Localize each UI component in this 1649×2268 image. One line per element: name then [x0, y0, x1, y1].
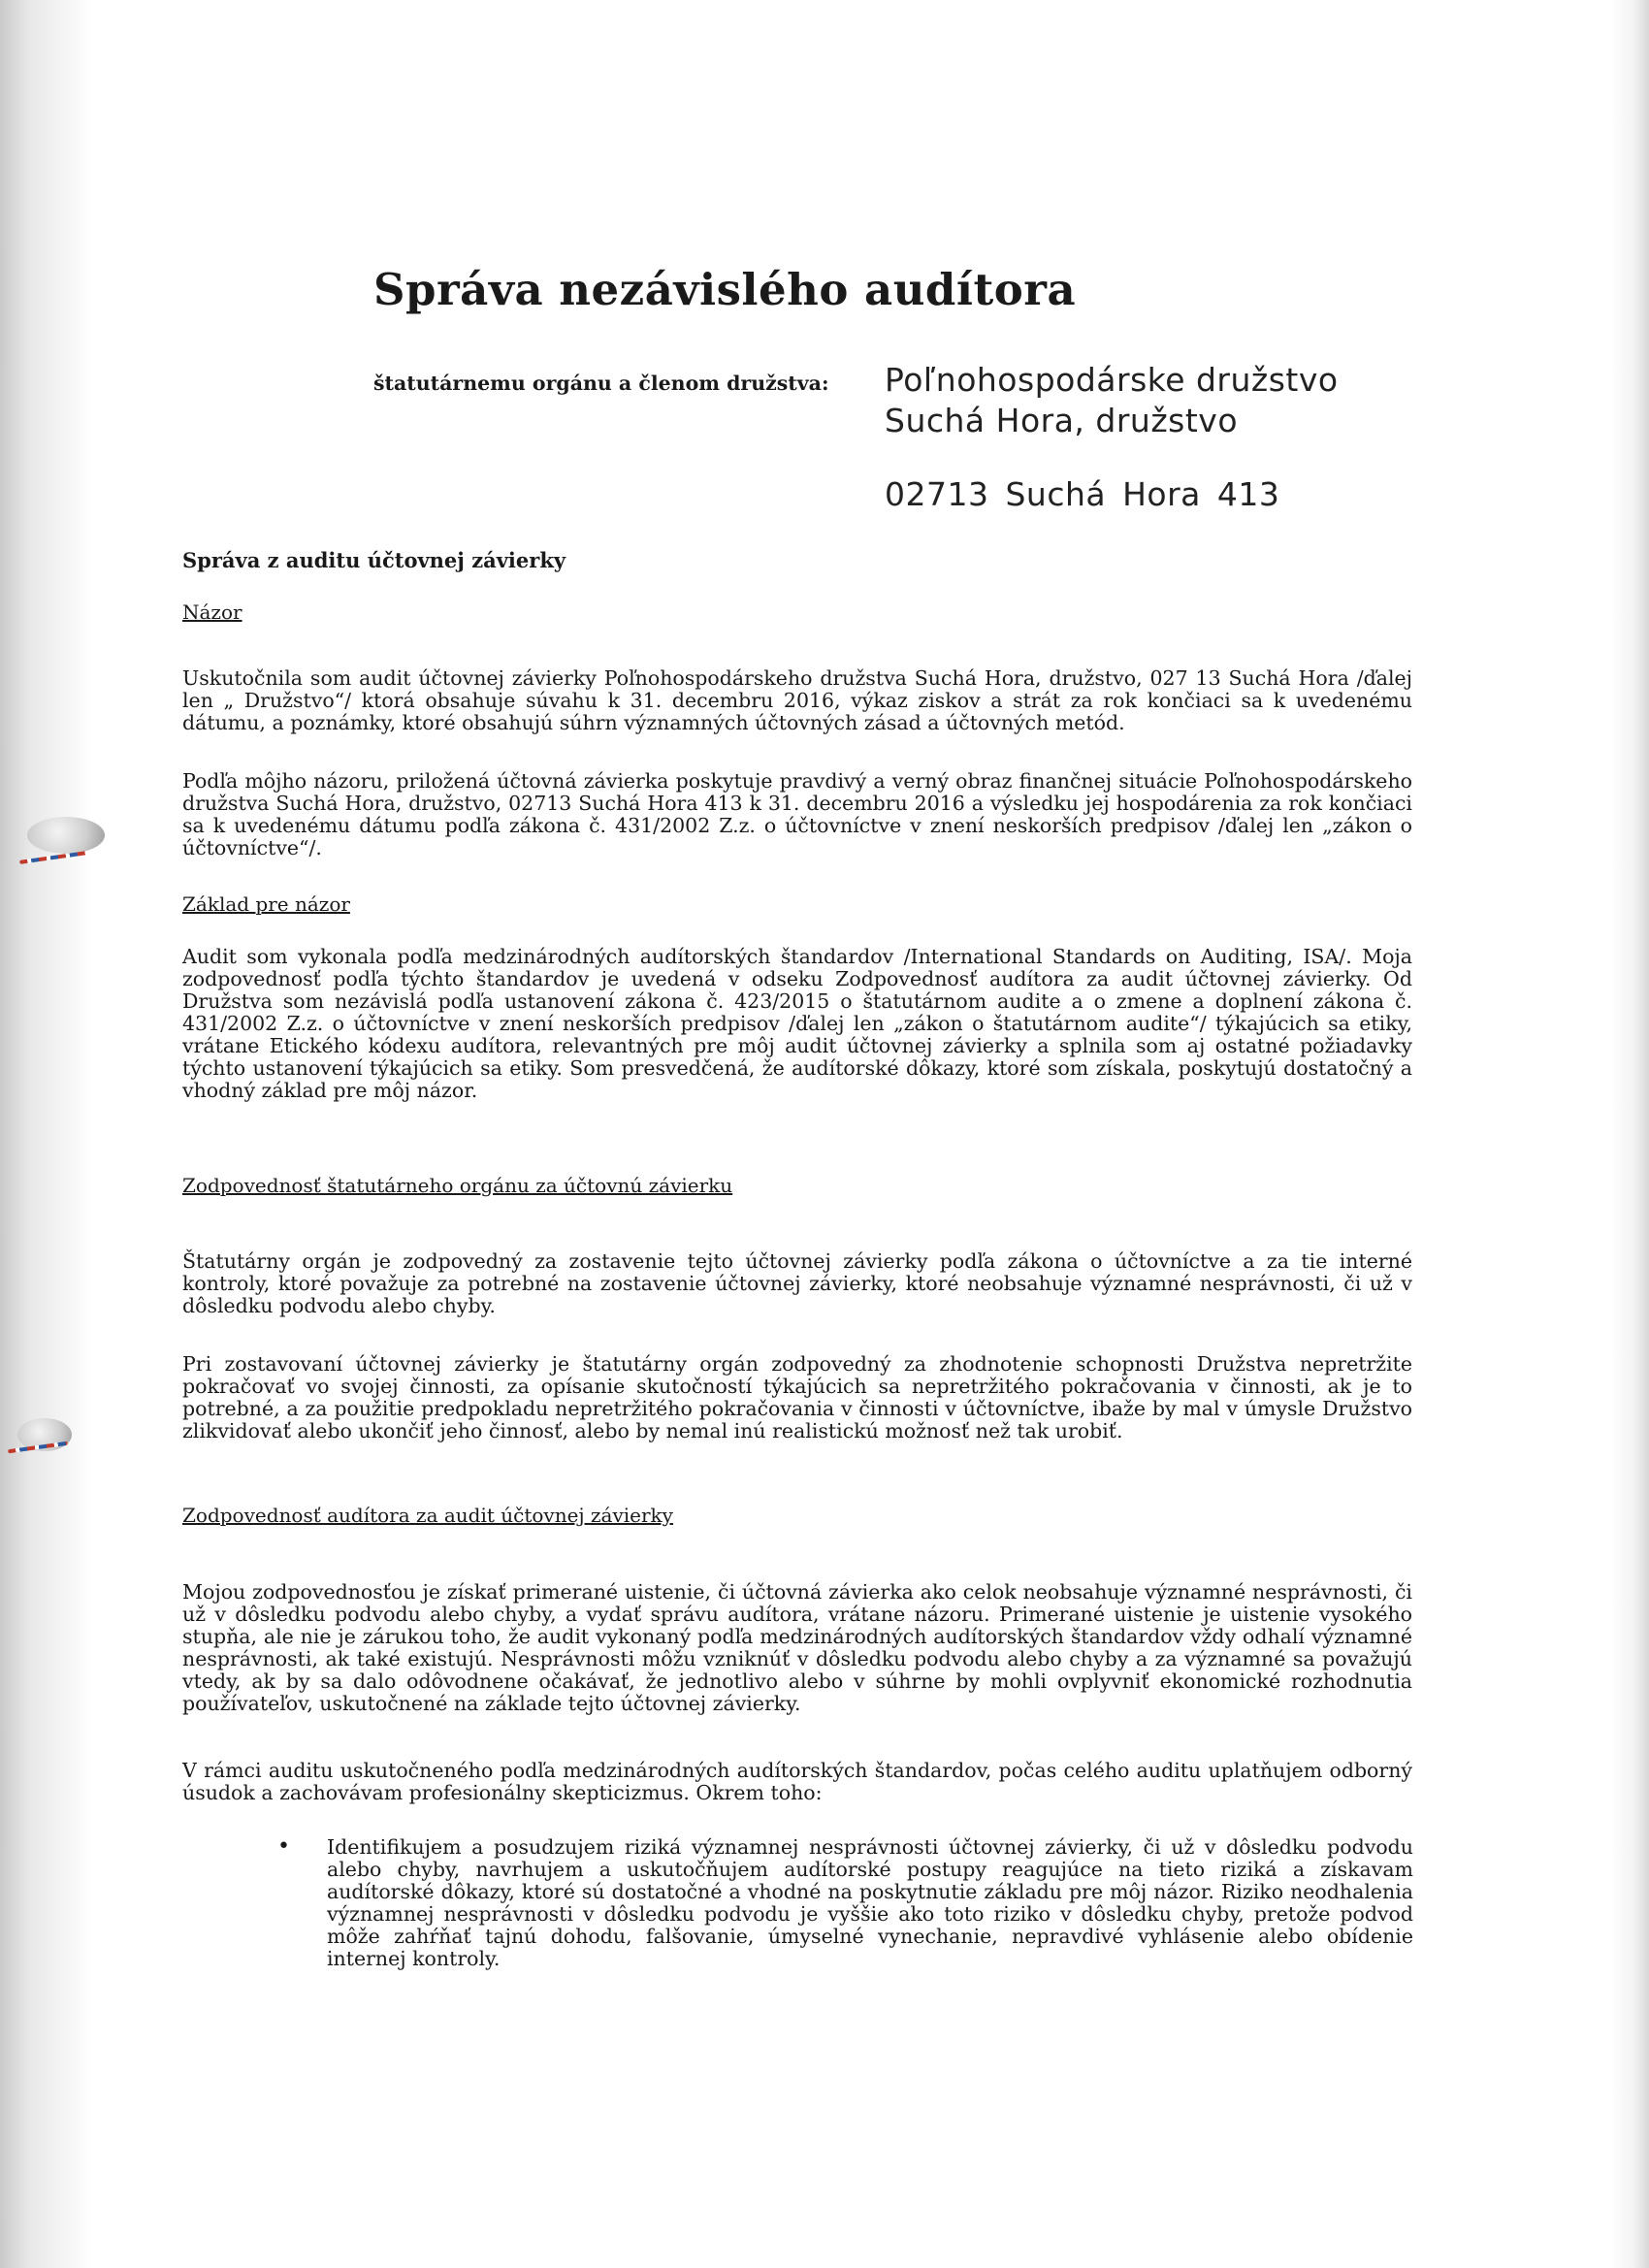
addressee-block [885, 360, 1339, 515]
addressee-label: štatutárnemu orgánu a členom družstva: [373, 372, 829, 395]
heading-basis-for-opinion: Základ pre názor [182, 892, 350, 916]
paragraph-opinion-2: Podľa môjho názoru, priložená účtovná závierka poskytuje pravdivý a verný obraz finančnej situácie Poľnohospodárskeho družstva Suchá Hora, družstvo, 02713 Suchá Hora 413 k 31. decembru 2016 a výsledku jej hospodárenia za rok končiaci sa k uvedenému dátumu podľa zákona č. 431/2002 Z.z. o účtovníctve v znení neskorších predpisov /ďalej len „zákon o účtovníctve“/. [182, 769, 1412, 859]
addressee-name-line2: Suchá Hora, družstvo [885, 402, 1239, 439]
section-title: Správa z auditu účtovnej závierky [182, 548, 566, 572]
paragraph-statutory-2: Pri zostavovaní účtovnej závierky je štatutárny orgán zodpovedný za zhodnotenie schopnosti Družstva nepretržite pokračovať vo svojej činnosti, za opísanie skutočností týkajúcich sa nepretržitého pokračovania v činnosti, ak je to potrebné, a za použitie predpokladu nepretržitého pokračovania v činnosti v účtovníctve, ibaže by mal v úmysle Družstvo zlikvidovať alebo ukončiť jeho činnosť, alebo by nemal inú realistickú možnosť než tak urobiť. [182, 1352, 1412, 1442]
addressee-name-line1: Poľnohospodárske družstvo [885, 361, 1339, 399]
binding-hole-top [27, 817, 105, 854]
addressee-address: 02713 Suchá Hora 413 [885, 475, 1280, 513]
heading-auditor-responsibility: Zodpovednosť audítora za audit účtovnej závierky [182, 1504, 673, 1527]
heading-opinion: Názor [182, 600, 242, 624]
paragraph-basis-1: Audit som vykonala podľa medzinárodných audítorských štandardov /International Standards on Auditing, ISA/. Moja zodpovednosť podľa týchto štandardov je uvedená v odseku Zodpovednosť audítora za audit účtovnej závierky. Od Družstva som nezávislá podľa ustanovení zákona č. 423/2015 o štatutárnom audite a o zmene a doplnení zákona č. 431/2002 Z.z. o účtovníctve v znení neskorších predpisov /ďalej len „zákon o štatutárnom audite“/ týkajúcich sa etiky, vrátane Etického kódexu audítora, relevantných pre môj audit účtovnej závierky a splnila som aj ostatné požiadavky týchto ustanovení týkajúcich sa etiky. Som presvedčená, že audítorské dôkazy, ktoré som získala, poskytujú dostatočný a vhodný základ pre môj názor. [182, 945, 1412, 1102]
heading-statutory-body-responsibility: Zodpovednosť štatutárneho orgánu za účtovnú závierku [182, 1174, 733, 1197]
document-title: Správa nezávislého audítora [373, 264, 1077, 315]
paragraph-auditor-1: Mojou zodpovednosťou je získať primerané uistenie, či účtovná závierka ako celok neobsahuje významné nesprávnosti, či už v dôsledku podvodu alebo chyby, a vydať správu audítora, vrátane názoru. Primerané uistenie je uistenie vysokého stupňa, ale nie je zárukou toho, že audit vykonaný podľa medzinárodných audítorských štandardov vždy odhalí významné nesprávnosti, ak také existujú. Nesprávnosti môžu vzniknúť v dôsledku podvodu alebo chyby a za významné sa považujú vtedy, ak by sa dalo odôvodnene očakávať, že jednotlivo alebo v súhrne by mohli ovplyvniť ekonomické rozhodnutia používateľov, uskutočnené na základe tejto účtovnej závierky. [182, 1580, 1412, 1715]
paragraph-auditor-2: V rámci auditu uskutočneného podľa medzinárodných audítorských štandardov, počas celého auditu uplatňujem odborný úsudok a zachovávam profesionálny skepticizmus. Okrem toho: [182, 1759, 1412, 1804]
paragraph-statutory-1: Štatutárny orgán je zodpovedný za zostavenie tejto účtovnej závierky podľa zákona o účtovníctve a za tie interné kontroly, ktoré považuje za potrebné na zostavenie účtovnej závierky, ktoré neobsahuje významné nesprávnosti, či už v dôsledku podvodu alebo chyby. [182, 1249, 1412, 1317]
scan-edge-right [1610, 0, 1649, 2268]
bullet-item-1: Identifikujem a posudzujem riziká významnej nesprávnosti účtovnej závierky, či už v dôsledku podvodu alebo chyby, navrhujem a uskutočňujem audítorské postupy reagujúce na tieto riziká a získavam audítorské dôkazy, ktoré sú dostatočné a vhodné na poskytnutie základu pre môj názor. Riziko neodhalenia významnej nesprávnosti v dôsledku podvodu je vyššie ako toto riziko v dôsledku chyby, pretože podvod môže zahŕňať tajnú dohodu, falšovanie, úmyselné vynechanie, nepravdivé vyhlásenie alebo obídenie internej kontroly. [327, 1835, 1413, 1970]
paragraph-opinion-1: Uskutočnila som audit účtovnej závierky Poľnohospodárskeho družstva Suchá Hora, družstvo, 027 13 Suchá Hora /ďalej len „ Družstvo“/ ktorá obsahuje súvahu k 31. decembru 2016, výkaz ziskov a strát za rok končiaci sa k uvedenému dátumu, a poznámky, ktoré obsahujú súhrn významných účtovných zásad a účtovných metód. [182, 666, 1412, 734]
scan-shadow-left [0, 0, 92, 2268]
bullet-marker: • [277, 1834, 290, 1859]
